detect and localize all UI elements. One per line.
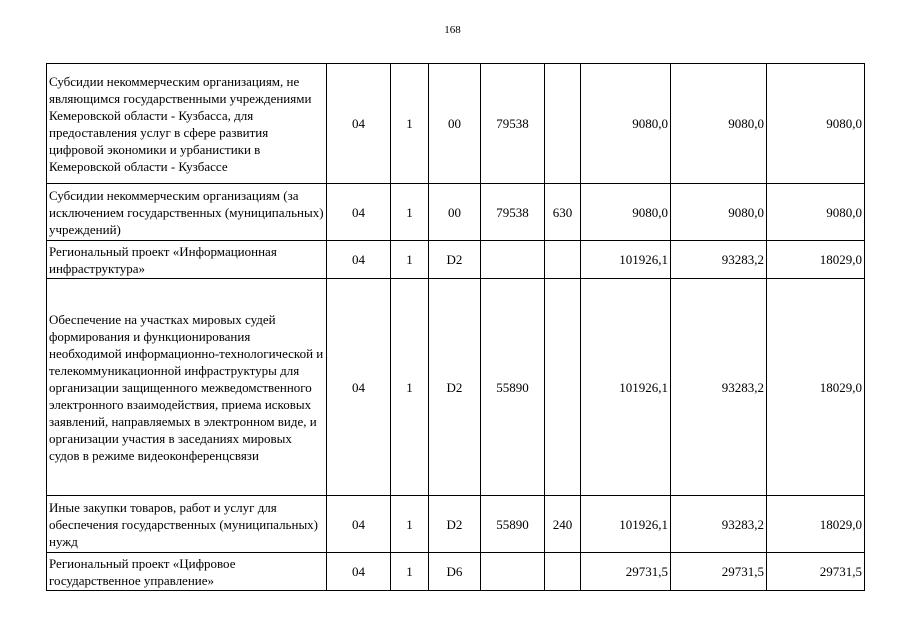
amount-year-1: 101926,1 [581, 241, 671, 279]
amount-year-3: 18029,0 [767, 279, 865, 496]
subsection-code: 1 [391, 279, 429, 496]
subsection-code: 1 [391, 184, 429, 241]
amount-year-3: 18029,0 [767, 496, 865, 553]
expense-type [545, 553, 581, 591]
expense-type [545, 64, 581, 184]
direction-code [481, 241, 545, 279]
expense-type: 630 [545, 184, 581, 241]
expense-type: 240 [545, 496, 581, 553]
table-row [47, 553, 865, 591]
subsection-code: 1 [391, 64, 429, 184]
direction-code [481, 553, 545, 591]
subsection-code: 1 [391, 241, 429, 279]
amount-year-1: 9080,0 [581, 184, 671, 241]
expense-type [545, 241, 581, 279]
amount-year-2: 9080,0 [671, 64, 767, 184]
direction-code: 79538 [481, 64, 545, 184]
subsection-code: 1 [391, 553, 429, 591]
section-code: 04 [327, 279, 391, 496]
amount-year-3: 18029,0 [767, 241, 865, 279]
table-row [47, 496, 865, 553]
direction-code: 79538 [481, 184, 545, 241]
direction-code: 55890 [481, 496, 545, 553]
table-row [47, 279, 865, 496]
amount-year-1: 9080,0 [581, 64, 671, 184]
subsection-code: 1 [391, 496, 429, 553]
program-code: D2 [429, 241, 481, 279]
page-number: 168 [444, 24, 461, 36]
amount-year-1: 101926,1 [581, 279, 671, 496]
amount-year-2: 93283,2 [671, 279, 767, 496]
amount-year-2: 93283,2 [671, 496, 767, 553]
amount-year-3: 29731,5 [767, 553, 865, 591]
section-code: 04 [327, 241, 391, 279]
row-name: Субсидии некоммерческим организациям, не являющимся государственными учреждениями Кемеровской области - Кузбасса, для предоставления услуг в сфере развития цифровой экономики и урбанистики в Кемеровской области - Кузбассе [47, 64, 327, 184]
row-name: Иные закупки товаров, работ и услуг для обеспечения государственных (муниципальных) нужд [47, 496, 327, 553]
program-code: 00 [429, 184, 481, 241]
amount-year-2: 9080,0 [671, 184, 767, 241]
program-code: 00 [429, 64, 481, 184]
direction-code: 55890 [481, 279, 545, 496]
row-name: Субсидии некоммерческим организациям (за исключением государственных (муниципальных) учреждений) [47, 184, 327, 241]
amount-year-1: 101926,1 [581, 496, 671, 553]
amount-year-1: 29731,5 [581, 553, 671, 591]
budget-table [46, 63, 865, 591]
section-code: 04 [327, 553, 391, 591]
row-name: Обеспечение на участках мировых судей формирования и функционирования необходимой информационно-технологической и телекоммуникационной инфраструктуры для организации защищенного межведомственного электронного взаимодействия, приема исковых заявлений, направляемых в электронном виде, и организации участия в заседаниях мировых судов в режиме видеоконференцсвязи [47, 279, 327, 496]
amount-year-2: 29731,5 [671, 553, 767, 591]
amount-year-3: 9080,0 [767, 64, 865, 184]
row-name: Региональный проект «Информационная инфраструктура» [47, 241, 327, 279]
amount-year-2: 93283,2 [671, 241, 767, 279]
section-code: 04 [327, 184, 391, 241]
section-code: 04 [327, 496, 391, 553]
table-row [47, 64, 865, 184]
table-row [47, 184, 865, 241]
table-row [47, 241, 865, 279]
expense-type [545, 279, 581, 496]
row-name: Региональный проект «Цифровое государственное управление» [47, 553, 327, 591]
program-code: D6 [429, 553, 481, 591]
program-code: D2 [429, 496, 481, 553]
program-code: D2 [429, 279, 481, 496]
amount-year-3: 9080,0 [767, 184, 865, 241]
section-code: 04 [327, 64, 391, 184]
